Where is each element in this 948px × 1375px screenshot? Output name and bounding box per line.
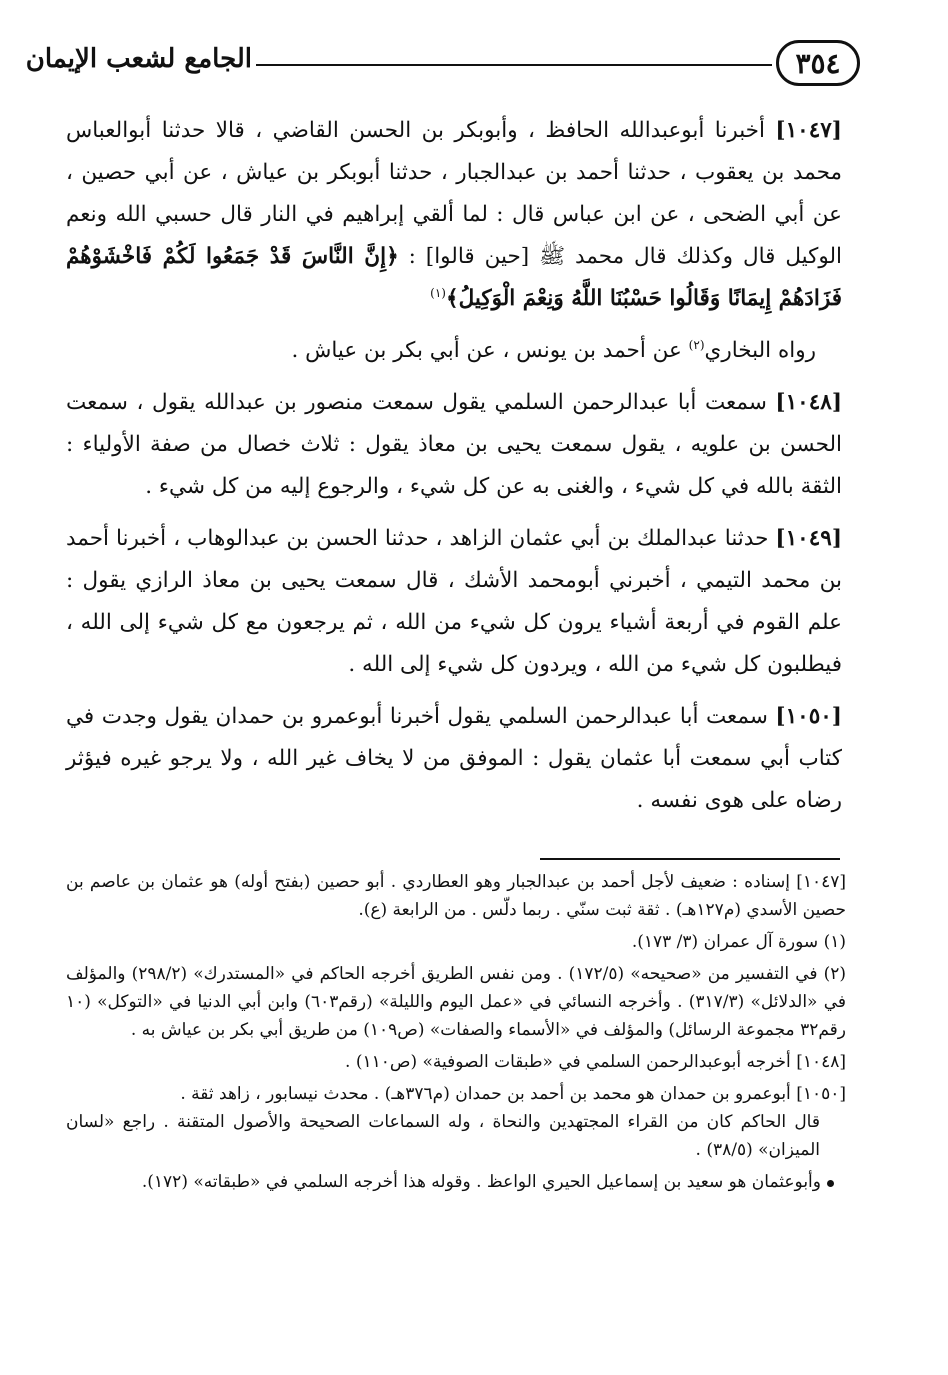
footnote-number: [١٠٥٠] (796, 1084, 846, 1104)
hadith-1048 (66, 382, 842, 508)
hadith-number: [١٠٥٠] (775, 704, 842, 729)
riwaya-before: رواه البخاري (704, 338, 816, 363)
footnote-text: أبوعمرو بن حمدان هو محمد بن أحمد بن حمدان (م٣٧٦هـ) . محدث نيسابور ، زاهد ثقة . (180, 1084, 791, 1104)
footnote-bullet (66, 1168, 846, 1196)
hadith-text: حدثنا عبدالملك بن أبي عثمان الزاهد ، حدثنا الحسن بن عبدالوهاب ، أخبرنا أحمد بن محمد التيمي ، أخبرني أبومحمد الأشك ، قال سمعت يحيى بن معاذ الرازي يقول : علم القوم في أربعة أشياء يرون كل شيء من الله ، ثم يرجعون مع كل شيء إلى الله ، فيطلبون كل شيء من الله ، ويردون كل شيء إلى الله . (66, 526, 842, 677)
footnote-1047 (66, 868, 846, 924)
bullet-dot-icon (827, 1180, 834, 1187)
footnote-continuation: قال الحاكم كان من القراء المجتهدين والنحاة ، وله السماعات الصحيحة والأصول المتقنة . راجع «لسان الميزان» (٣٨/٥) . (66, 1112, 820, 1160)
running-title: الجامع لشعب الإيمان (25, 44, 252, 74)
footnote-text: في التفسير من «صحيحه» (١٧٢/٥) . ومن نفس الطريق أخرجه الحاكم في «المستدرك» (٢٩٨/٢) والمؤلف في «الدلائل» (٣١٧/٣) . وأخرجه النسائي في «عمل اليوم والليلة» (رقم٦٠٣) وابن أبي الدنيا في «التوكل» (١٠ رقم٣٢ مجموعة الرسائل) والمؤلف في «الأسماء والصفات» (ص١٠٩) من طريق أبي بكر بن عياش به . (66, 964, 846, 1040)
hadith-number: [١٠٤٩] (775, 526, 842, 551)
footnote-separator (540, 858, 840, 860)
footnote-1 (66, 928, 846, 956)
page-number (776, 40, 860, 86)
footnote-text: سورة آل عمران (٣/ ١٧٣). (631, 932, 819, 952)
hadith-1050 (66, 696, 842, 822)
quran-verse: ﴿إِنَّ النَّاسَ قَدْ جَمَعُوا لَكُمْ فَاخْشَوْهُمْ فَزَادَهُمْ إِيمَانًا وَقَالُوا حَسْبُنَا اللَّهُ وَنِعْمَ الْوَكِيلُ﴾ (66, 244, 842, 311)
header-rule (256, 64, 772, 66)
hadith-1047 (66, 110, 842, 320)
riwaya-line (66, 330, 842, 372)
footnotes (66, 868, 846, 1200)
hadith-text: سمعت أبا عبدالرحمن السلمي يقول سمعت منصور بن عبدالله يقول ، سمعت الحسن بن علويه ، يقول سمعت يحيى بن معاذ يقول : ثلاث خصال من صفة الأولياء : الثقة بالله في كل شيء ، والغنى به عن كل شيء ، والرجوع إليه من كل شيء . (66, 390, 842, 499)
footnote-1048 (66, 1048, 846, 1076)
hadith-text: أخبرنا أبوعبدالله الحافظ ، وأبوبكر بن الحسن القاضي ، قالا حدثنا أبوالعباس محمد بن يعقوب ، حدثنا أحمد بن عبدالجبار ، حدثنا أبوبكر بن عياش ، عن أبي حصين ، عن أبي الضحى ، عن ابن عباس قال : لما ألقي إبراهيم في النار قال حسبي الله ونعم الوكيل قال وكذلك قال محمد ﷺ [حين قالوا] : (66, 118, 842, 269)
hadith-text: سمعت أبا عبدالرحمن السلمي يقول أخبرنا أبوعمرو بن حمدان يقول وجدت في كتاب أبي سمعت أبا عثمان يقول : الموفق من لا يخاف غير الله ، ولا يرجو غيره فيؤثر رضاه على هوى نفسه . (66, 704, 842, 813)
footnote-number: (١) (823, 932, 846, 952)
hadith-number: [١٠٤٧] (775, 118, 842, 143)
hadith-1049 (66, 518, 842, 686)
footnote-number: [١٠٤٧] (796, 872, 847, 892)
footnote-2 (66, 960, 846, 1044)
footnote-ref: (٢) (688, 337, 705, 352)
hadith-number: [١٠٤٨] (775, 390, 842, 415)
footnote-text: أخرجه أبوعبدالرحمن السلمي في «طبقات الصوفية» (ص١١٠) . (345, 1052, 791, 1072)
footnote-number: [١٠٤٨] (796, 1052, 846, 1072)
footnote-1050 (66, 1080, 846, 1164)
footnote-ref: (١) (430, 285, 446, 300)
main-text (66, 110, 842, 832)
riwaya-after: عن أحمد بن يونس ، عن أبي بكر بن عياش . (291, 338, 682, 363)
footnote-text: وأبوعثمان هو سعيد بن إسماعيل الحيري الواعظ . وقوله هذا أخرجه السلمي في «طبقاته» (١٧٢). (141, 1172, 821, 1192)
footnote-number: (٢) (823, 964, 847, 984)
footnote-text: إسناده : ضعيف لأجل أحمد بن عبدالجبار وهو العطاردي . أبو حصين (بفتح أوله) هو عثمان بن عاصم بن حصين الأسدي (م١٢٧هـ) . ثقة ثبت سنّي . ربما دلّس . من الرابعة (ع). (66, 872, 846, 920)
page-number-text: ٣٥٤ (795, 46, 841, 80)
